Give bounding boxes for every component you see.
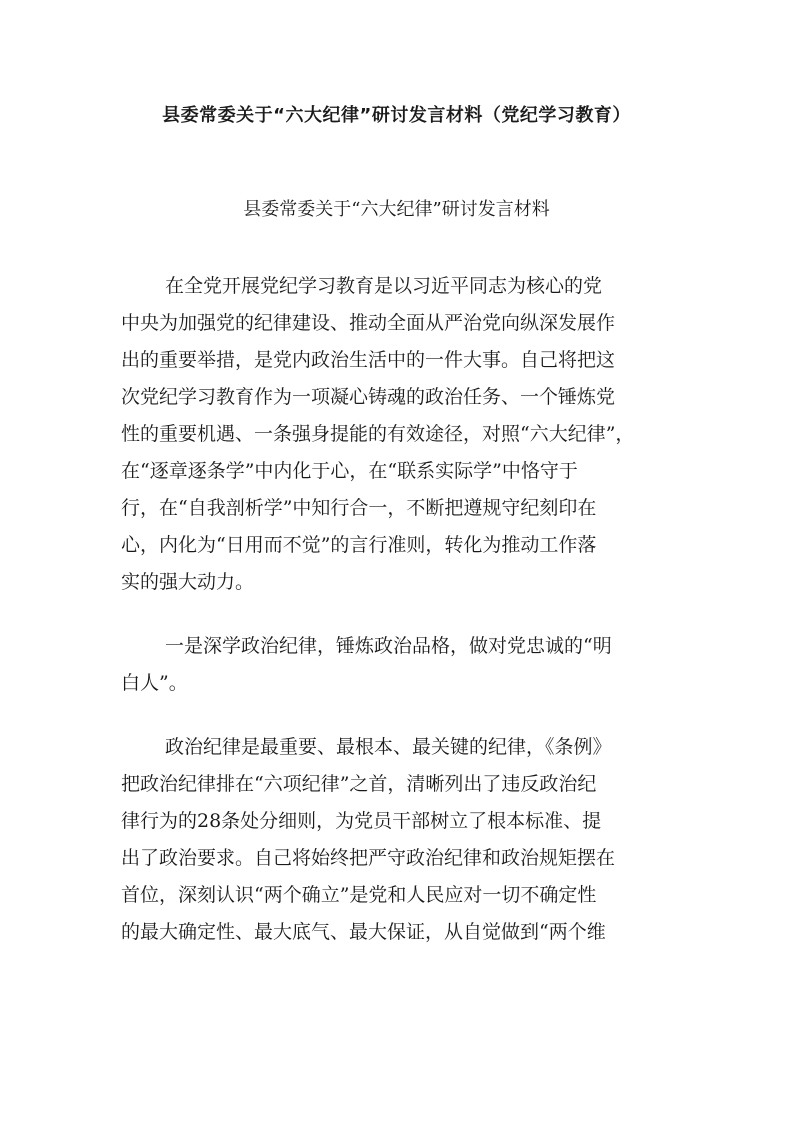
paragraph-line: 在全党开展党纪学习教育是以习近平同志为核心的党 (165, 275, 603, 297)
paragraph-line: 政治纪律是最重要、最根本、最关键的纪律，《条例》 (165, 736, 612, 758)
paragraph-line: 心，内化为“日用而不觉”的言行准则，转化为推动工作落 (121, 534, 597, 556)
paragraph-line: 的最大确定性、最大底气、最大保证，从自觉做到“两个维 (121, 921, 606, 943)
paragraph-line: 实的强大动力。 (121, 571, 255, 593)
paragraph-line: 出的重要举措，是党内政治生活中的一件大事。自己将把这 (121, 349, 616, 371)
document-subtitle: 县委常委关于“六大纪律”研讨发言材料 (243, 199, 550, 220)
paragraph-line: 白人”。 (121, 672, 188, 694)
paragraph-line: 把政治纪律排在“六项纪律”之首，清晰列出了违反政治纪 (121, 773, 597, 795)
paragraph-line: 次党纪学习教育作为一项凝心铸魂的政治任务、一个锤炼党 (121, 386, 616, 408)
paragraph-intro (121, 268, 673, 601)
paragraph-line: 首位，深刻认识“两个确立”是党和人民应对一切不确定性 (121, 884, 597, 906)
paragraph-line: 出了政治要求。自己将始终把严守政治纪律和政治规矩摆在 (121, 847, 616, 869)
paragraph-point-one (121, 628, 673, 702)
paragraph-political-discipline (121, 729, 673, 951)
document-body (121, 268, 673, 978)
paragraph-line: 在“逐章逐条学”中内化于心，在“联系实际学”中恪守于 (121, 460, 578, 482)
paragraph-line: 中央为加强党的纪律建设、推动全面从严治党向纵深发展作 (121, 312, 616, 334)
paragraph-line: 律行为的28条处分细则，为党员干部树立了根本标准、提 (121, 810, 602, 832)
paragraph-line: 行，在“自我剖析学”中知行合一，不断把遵规守纪刻印在 (121, 497, 597, 519)
paragraph-line: 性的重要机遇、一条强身提能的有效途径，对照“六大纪律”， (121, 423, 635, 445)
paragraph-line: 一是深学政治纪律，锤炼政治品格，做对党忠诚的“明 (165, 635, 612, 657)
document-title: 县委常委关于“六大纪律”研讨发言材料（党纪学习教育） (162, 105, 631, 126)
